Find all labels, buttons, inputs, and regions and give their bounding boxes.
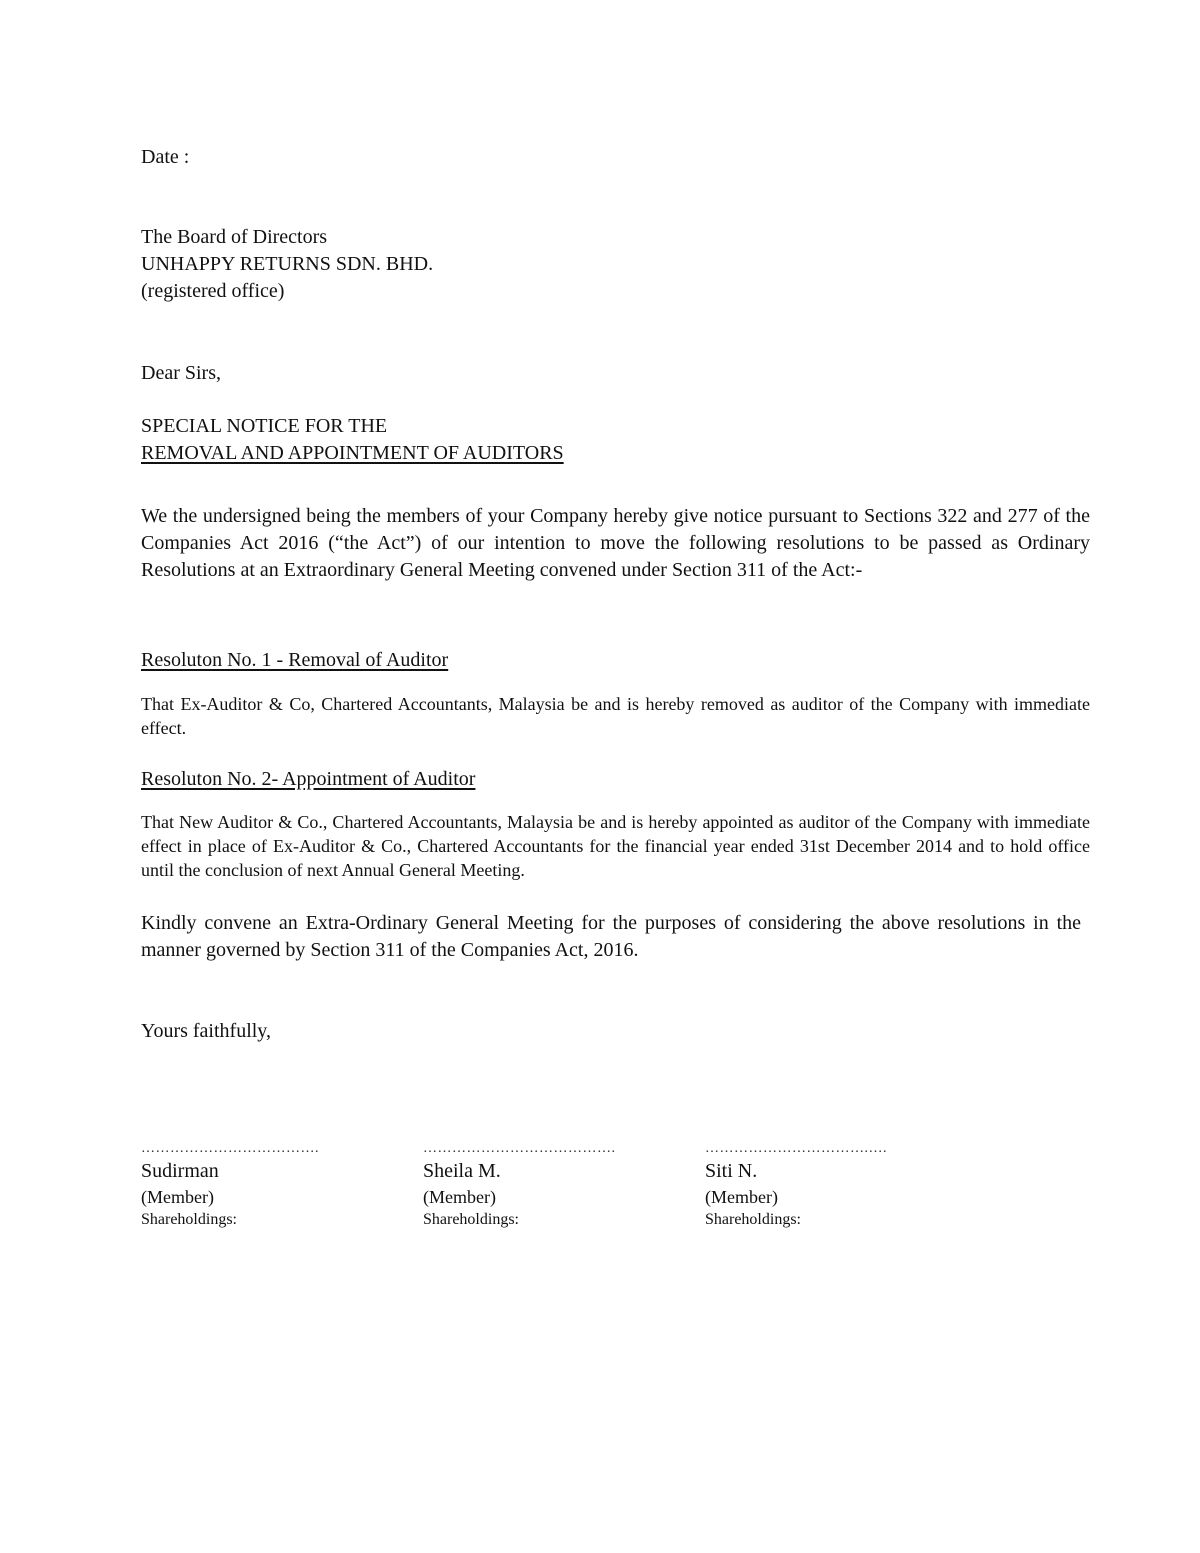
resolution-1-body: That Ex-Auditor & Co, Chartered Accountants, Malaysia be and is hereby removed as auditor of the Company with immediate effect. [141,694,1090,738]
signatory-2 [423,1140,683,1230]
resolution-2-heading: Resoluton No. 2- Appointment of Auditor [141,768,476,790]
subject-block [141,413,564,467]
closing-paragraph: Kindly convene an Extra-Ordinary General Meeting for the purposes of considering the above resolutions in the manner governed by Section 311 of the Companies Act, 2016. [141,912,1081,961]
resolution-2-body: That New Auditor & Co., Chartered Accountants, Malaysia be and is hereby appointed as auditor of the Company with immediate effect in place of Ex-Auditor & Co., Chartered Accountants for the financial year ended 31st December 2014 and to hold office until the conclusion of next Annual General Meeting. [141,812,1090,880]
signature-line: …………………………….…. [705,1141,887,1156]
signatory-name: Siti N. [705,1160,758,1182]
addressee-company-name: UNHAPPY RETURNS SDN. BHD. [141,253,434,275]
signature-line: ………………………………. [141,1141,319,1156]
subject-line-2: REMOVAL AND APPOINTMENT OF AUDITORS [141,442,564,464]
subject-line-1: SPECIAL NOTICE FOR THE [141,415,388,437]
date-label: Date : [141,146,190,168]
addressee-line-3: (registered office) [141,280,285,302]
shareholdings-label: Shareholdings: [705,1211,801,1228]
intro-paragraph: We the undersigned being the members of your Company hereby give notice pursuant to Sections 322 and 277 of the Companies Act 2016 (“the Act”) of our intention to move the following resolutions to be passed as Ordinary Resolutions at an Extraordinary General Meeting convened under Section 311 of the Act:- [141,505,1090,581]
addressee-line-1: The Board of Directors [141,226,328,248]
sign-off: Yours faithfully, [141,1020,272,1042]
addressee-block [141,224,433,305]
signatory-name: Sudirman [141,1160,219,1182]
resolution-1-heading: Resoluton No. 1 - Removal of Auditor [141,649,449,671]
signature-line: …………………………………. [423,1141,616,1156]
signatory-role: (Member) [705,1187,778,1207]
salutation: Dear Sirs, [141,362,221,384]
signatory-3 [705,1140,965,1230]
shareholdings-label: Shareholdings: [423,1211,519,1228]
signatory-1 [141,1140,401,1230]
signatory-name: Sheila M. [423,1160,501,1182]
shareholdings-label: Shareholdings: [141,1211,237,1228]
signatory-role: (Member) [141,1187,214,1207]
signatory-role: (Member) [423,1187,496,1207]
